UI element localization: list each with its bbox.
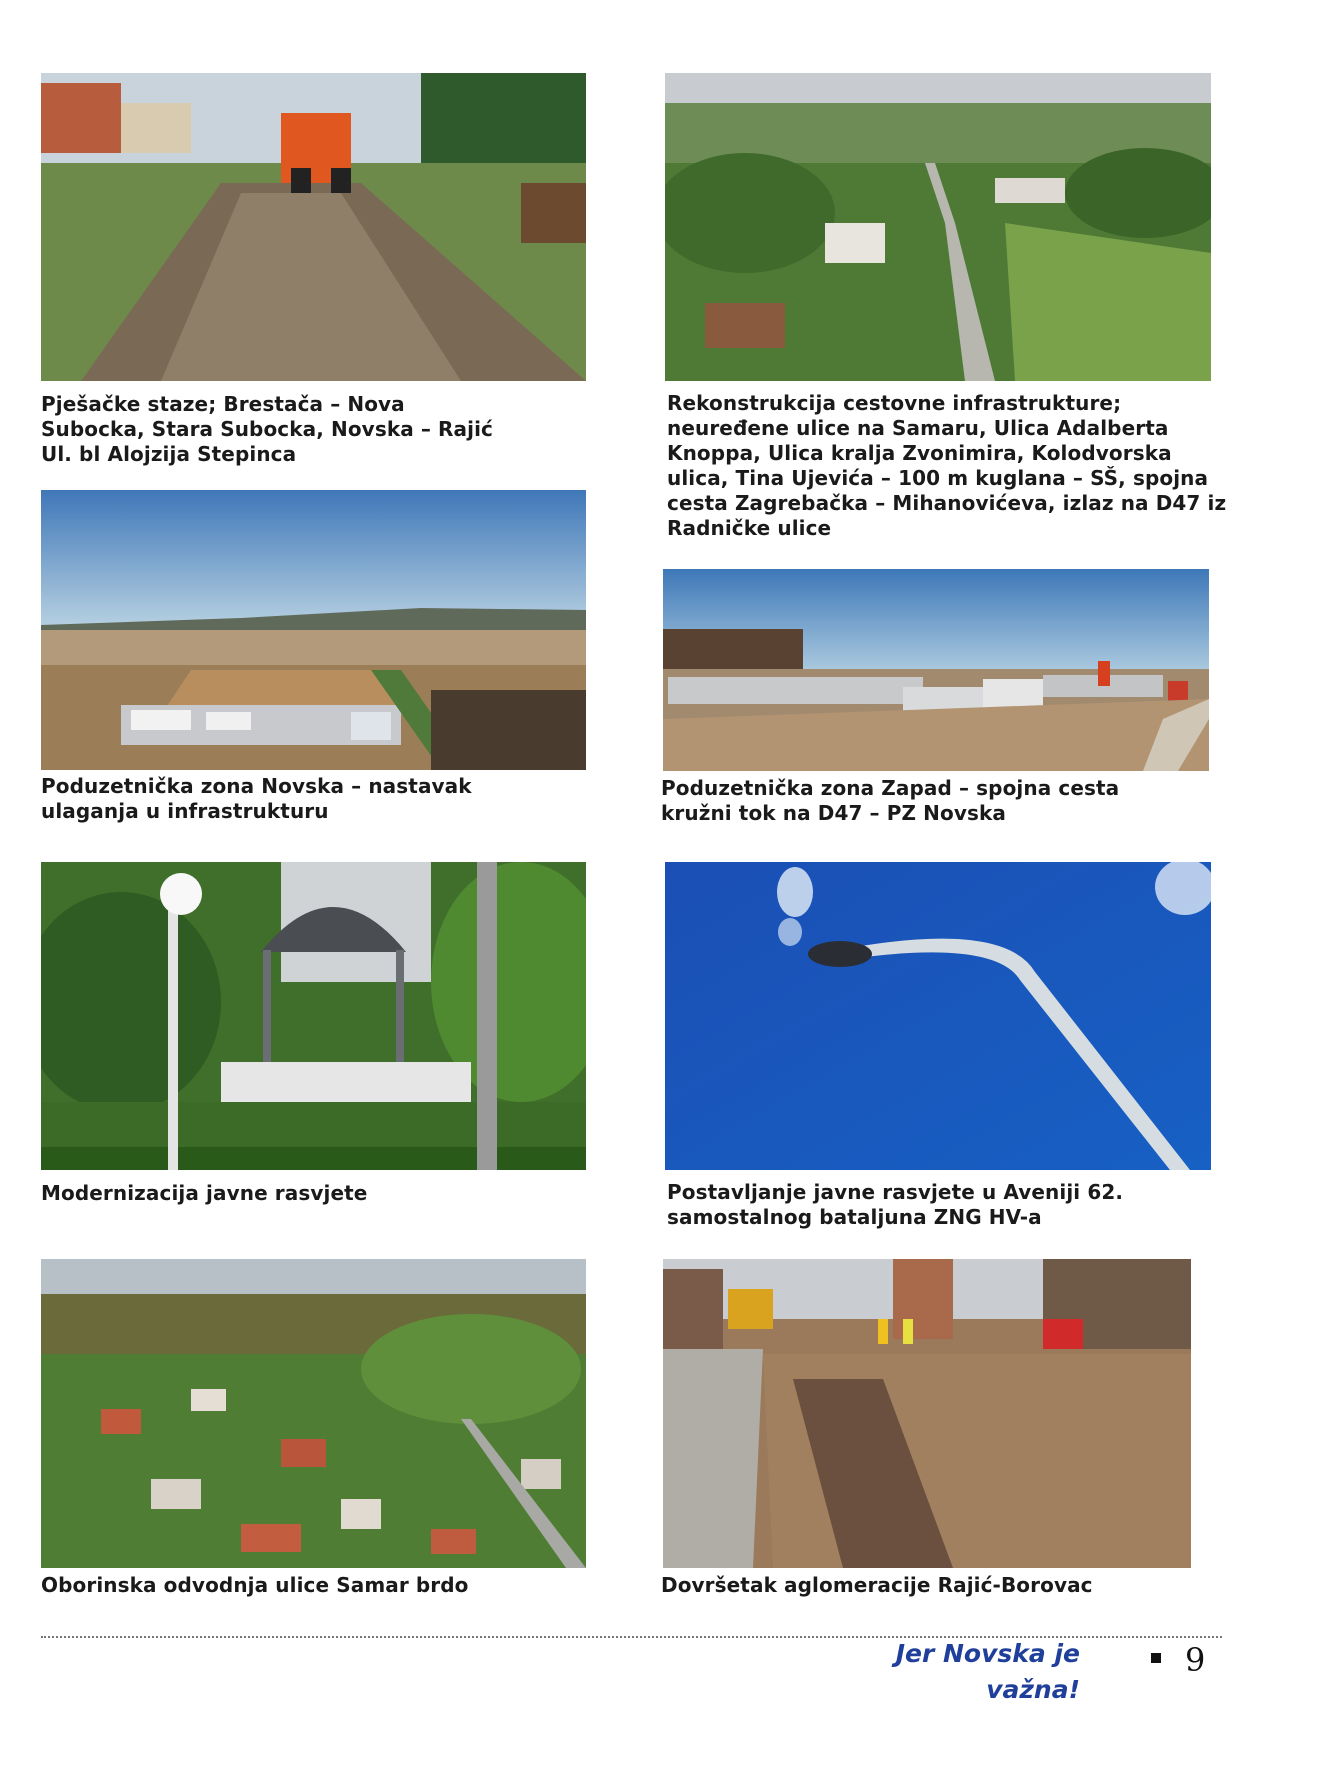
caption-line: neuređene ulice na Samaru, Ulica Adalberta [667, 416, 1169, 440]
caption-line: Dovršetak aglomeracije Rajić-Borovac [661, 1573, 1093, 1597]
caption-6 [667, 1180, 1123, 1230]
caption-line: Ul. bl Alojzija Stepinca [41, 442, 297, 466]
caption-line: Subocka, Stara Subocka, Novska – Rajić [41, 417, 494, 441]
photo-street-lamp [665, 862, 1211, 1170]
caption-line: ulaganja u infrastrukturu [41, 799, 329, 823]
caption-5 [41, 1181, 367, 1206]
caption-line: samostalnog bataljuna ZNG HV-a [667, 1205, 1042, 1229]
caption-line: Modernizacija javne rasvjete [41, 1181, 368, 1205]
caption-line: Poduzetnička zona Novska – nastavak [41, 774, 472, 798]
caption-line: ulica, Tina Ujevića – 100 m kuglana – SŠ, spojna [667, 466, 1209, 490]
caption-line: Poduzetnička zona Zapad – spojna cesta [661, 776, 1120, 800]
caption-8 [661, 1573, 1093, 1598]
caption-3 [41, 774, 472, 824]
caption-7 [41, 1573, 469, 1598]
page-number: 9 [1185, 1641, 1206, 1679]
photo-public-lighting-park [41, 862, 586, 1170]
caption-line: Oborinska odvodnja ulice Samar brdo [41, 1573, 469, 1597]
caption-line: Pješačke staze; Brestača – Nova [41, 392, 405, 416]
photo-samar-brdo-aerial [41, 1259, 586, 1568]
caption-line: Radničke ulice [667, 516, 832, 540]
photo-road-reconstruction [665, 73, 1211, 381]
caption-line: Postavljanje javne rasvjete u Aveniji 62. [667, 1180, 1124, 1204]
photo-enterprise-zone-novska [41, 490, 586, 770]
footer-slogan: Jer Novska je važna! [895, 1639, 1080, 1704]
photo-footpath-construction [41, 73, 586, 381]
photo-enterprise-zone-west [663, 569, 1209, 771]
caption-line: kružni tok na D47 – PZ Novska [661, 801, 1006, 825]
caption-line: cesta Zagrebačka – Mihanovićeva, izlaz na D47 iz [667, 491, 1227, 515]
caption-1 [41, 392, 493, 467]
photo-agglomeration-works [663, 1259, 1191, 1568]
caption-2 [667, 391, 1226, 541]
caption-line: Knoppa, Ulica kralja Zvonimira, Kolodvorska [667, 441, 1172, 465]
caption-line: Rekonstrukcija cestovne infrastrukture; [667, 391, 1122, 415]
caption-4 [661, 776, 1119, 826]
footer-bullet [1151, 1653, 1161, 1663]
